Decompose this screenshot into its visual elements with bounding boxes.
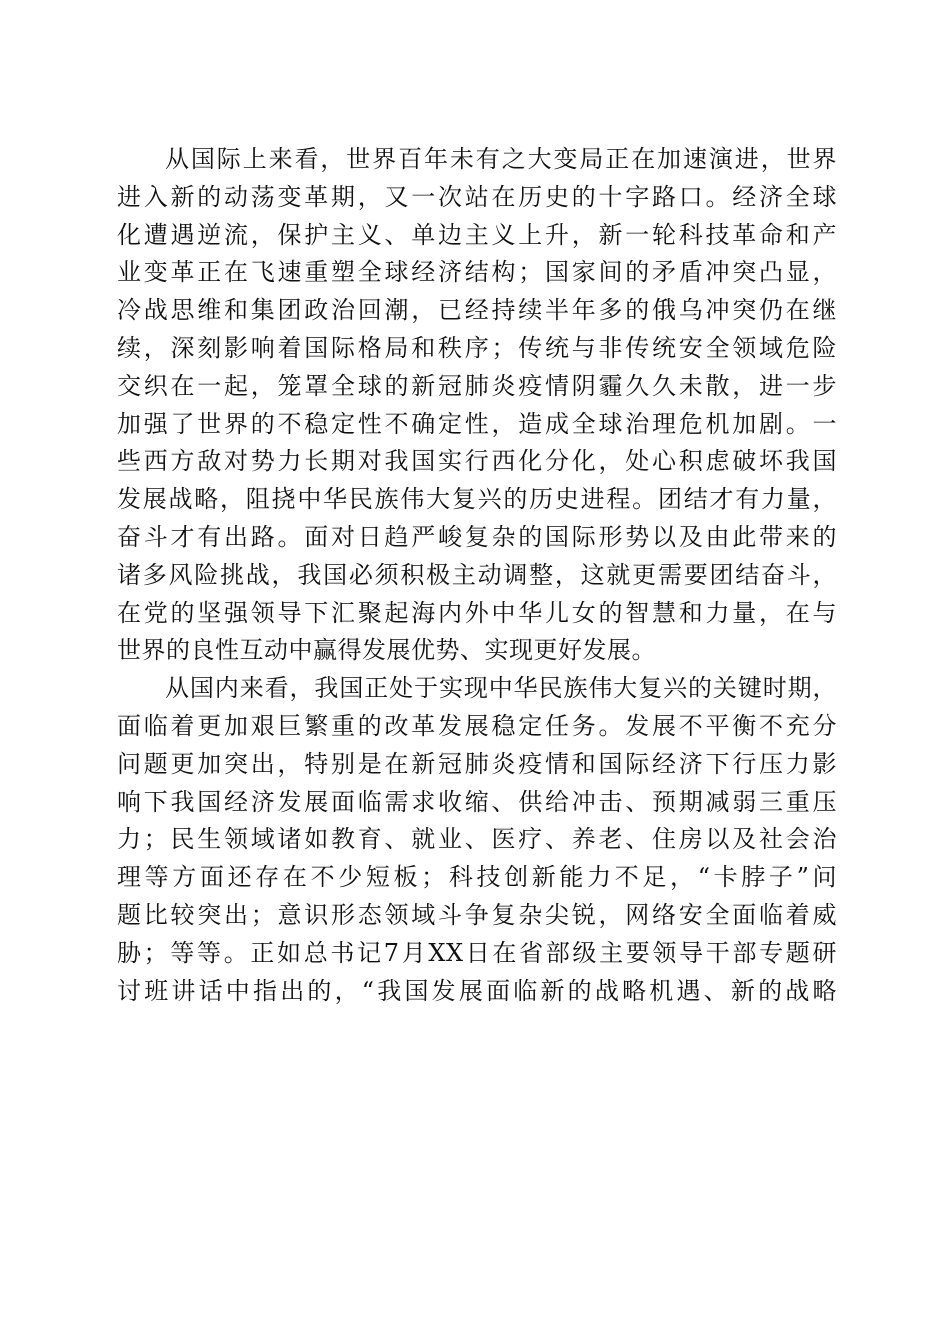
text-line: 续，深刻影响着国际格局和秩序；传统与非传统安全领域危险: [117, 333, 837, 362]
paragraph-international: [117, 141, 837, 670]
text-line: 加强了世界的不稳定性不确定性，造成全球治理危机加剧。一: [117, 409, 837, 438]
text-line: 进入新的动荡变革期，又一次站在历史的十字路口。经济全球: [117, 182, 837, 211]
text-line: 些西方敌对势力长期对我国实行西化分化，处心积虑破坏我国: [117, 447, 837, 476]
text-line: 从国内来看，我国正处于实现中华民族伟大复兴的关键时期，: [165, 674, 837, 703]
text-line: 胁；等等。正如总书记7月XX日在省部级主要领导干部专题研: [117, 938, 837, 967]
text-line: 化遭遇逆流，保护主义、单边主义上升，新一轮科技革命和产: [117, 220, 837, 249]
text-line: 理等方面还存在不少短板；科技创新能力不足，“卡脖子”问: [117, 863, 837, 892]
text-line: 冷战思维和集团政治回潮，已经持续半年多的俄乌冲突仍在继: [117, 296, 837, 325]
text-line: 问题更加突出，特别是在新冠肺炎疫情和国际经济下行压力影: [117, 749, 837, 778]
text-line: 题比较突出；意识形态领域斗争复杂尖锐，网络安全面临着威: [117, 900, 837, 929]
text-line: 响下我国经济发展面临需求收缩、供给冲击、预期减弱三重压: [117, 787, 837, 816]
text-line: 力；民生领域诸如教育、就业、医疗、养老、住房以及社会治: [117, 825, 837, 854]
text-line: 从国际上来看，世界百年未有之大变局正在加速演进，世界: [165, 145, 837, 173]
document-body: [117, 141, 837, 1010]
text-line: 面临着更加艰巨繁重的改革发展稳定任务。发展不平衡不充分: [117, 711, 837, 740]
paragraph-domestic: [117, 670, 837, 1010]
text-line: 在党的坚强领导下汇聚起海内外中华儿女的智慧和力量，在与: [117, 598, 837, 627]
text-line: 诸多风险挑战，我国必须积极主动调整，这就更需要团结奋斗，: [117, 560, 837, 589]
text-line: 讨班讲话中指出的，“我国发展面临新的战略机遇、新的战略: [117, 976, 837, 1005]
text-line: 交织在一起，笼罩全球的新冠肺炎疫情阴霾久久未散，进一步: [117, 371, 837, 400]
text-line: 业变革正在飞速重塑全球经济结构；国家间的矛盾冲突凸显，: [117, 258, 837, 287]
text-line: 世界的良性互动中赢得发展优势、实现更好发展。: [117, 636, 656, 665]
text-line: 奋斗才有出路。面对日趋严峻复杂的国际形势以及由此带来的: [117, 522, 837, 551]
text-line: 发展战略，阻挠中华民族伟大复兴的历史进程。团结才有力量，: [117, 485, 837, 514]
